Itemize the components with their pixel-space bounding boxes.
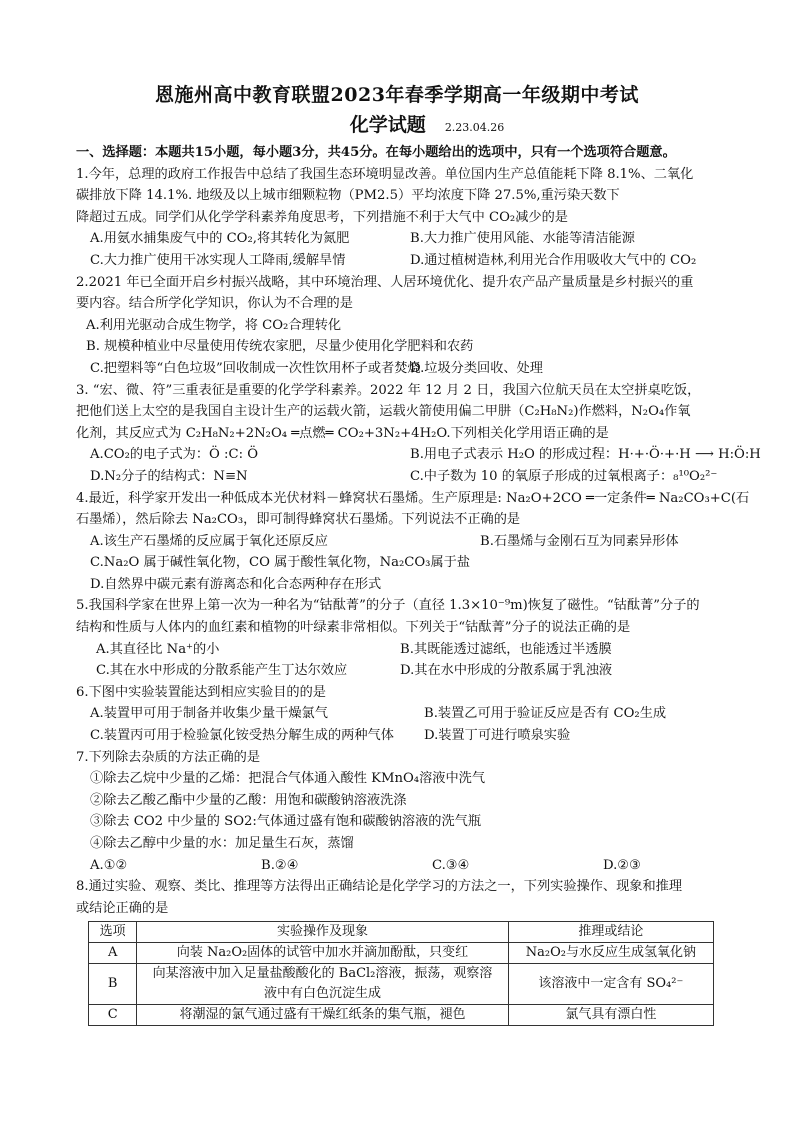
table-header-row bbox=[89, 922, 714, 943]
option-b: B.②④ bbox=[261, 857, 299, 873]
table-cell-option: B bbox=[89, 964, 137, 1005]
question-stem-line: 结构和性质与人体内的血红素和植物的叶绿素非常相似。下列关于“钴酞菁”分子的说法正确的是 bbox=[76, 620, 631, 636]
option-row bbox=[76, 660, 721, 682]
exam-content bbox=[76, 142, 761, 1026]
column-header: 实验操作及现象 bbox=[137, 922, 508, 943]
option-row bbox=[76, 725, 721, 747]
question-stem-line: 要内容。结合所学化学知识，你认为不合理的是 bbox=[76, 296, 353, 312]
cell-line: 向某溶液中加入足量盐酸酸化的 BaCl₂溶液，振荡，观察溶 bbox=[152, 966, 493, 982]
question-stem-line: 5.我国科学家在世界上第一次为一种名为“钴酞菁”的分子（直径 1.3×10⁻⁹m)恢复了磁性。“钴酞菁”分子的 bbox=[76, 598, 700, 614]
option-a: A.①② bbox=[90, 857, 128, 873]
column-header: 推理或结论 bbox=[508, 922, 713, 943]
option-d: D.通过植树造林,利用光合作用吸收大气中的 CO₂ bbox=[410, 252, 697, 268]
list-item: ①除去乙烷中少量的乙烯：把混合气体通入酸性 KMnO₄溶液中洗气 bbox=[90, 771, 486, 787]
option-row bbox=[76, 639, 721, 661]
option-b: B. 规模种植业中尽量使用传统农家肥，尽量少使用化学肥料和农药 bbox=[86, 339, 474, 355]
option-a: A.该生产石墨烯的反应属于氧化还原反应 bbox=[90, 533, 328, 549]
option-a: A.利用光驱动合成生物学，将 CO₂合理转化 bbox=[86, 317, 342, 333]
option-d: D.自然界中碳元素有游离态和化合态两种存在形式 bbox=[90, 576, 382, 592]
question-1 bbox=[76, 164, 721, 272]
option-row bbox=[76, 855, 721, 877]
option-row bbox=[76, 466, 721, 488]
table-cell-conclusion: 氯气具有漂白性 bbox=[508, 1005, 713, 1026]
section-heading: 一、选择题：本题共15小题，每小题3分，共45分。在每小题给出的选项中，只有一个选项符合题意。 bbox=[76, 145, 676, 160]
table-row bbox=[89, 943, 714, 964]
option-d: D.②③ bbox=[603, 857, 641, 873]
option-d: D.装置丁可进行喷泉实验 bbox=[424, 728, 571, 744]
question-stem-line: 7.下列除去杂质的方法正确的是 bbox=[76, 749, 261, 765]
option-row bbox=[76, 358, 721, 380]
question-stem-line: 化剂，其反应式为 C₂H₈N₂+2N₂O₄ ═点燃═ CO₂+3N₂+4H₂O.下列相关化学用语正确的是 bbox=[76, 425, 609, 441]
question-3 bbox=[76, 380, 761, 488]
list-item: ②除去乙酸乙酯中少量的乙酸：用饱和碳酸钠溶液洗涤 bbox=[90, 792, 407, 808]
option-b: B.其既能透过滤纸，也能透过半透膜 bbox=[400, 641, 612, 657]
cell-line: 液中有白色沉淀生成 bbox=[264, 986, 382, 1002]
list-item: ③除去 CO2 中少量的 SO2:气体通过盛有饱和碳酸钠溶液的洗气瓶 bbox=[90, 814, 482, 830]
table-cell-operation: 向装 Na₂O₂固体的试管中加水并滴加酚酞，只变红 bbox=[137, 943, 508, 964]
question-stem-line: 降超过五成。同学们从化学学科素养角度思考，下列措施不利于大气中 CO₂减少的是 bbox=[76, 209, 568, 225]
question-stem-line: 或结论正确的是 bbox=[76, 900, 169, 916]
question-6 bbox=[76, 682, 721, 747]
option-c: C.Na₂O 属于碱性氧化物，CO 属于酸性氧化物，Na₂CO₃属于盐 bbox=[90, 555, 471, 571]
option-b: B.石墨烯与金刚石互为同素异形体 bbox=[480, 533, 679, 549]
option-d: D.N₂分子的结构式：N≡N bbox=[90, 468, 248, 484]
subject-title: 化学试题 bbox=[349, 114, 426, 136]
table-cell-conclusion: Na₂O₂与水反应生成氢氧化钠 bbox=[508, 943, 713, 964]
exam-date: 2.23.04.26 bbox=[444, 121, 505, 134]
option-row bbox=[76, 228, 721, 250]
question-stem-line: 石墨烯），然后除去 Na₂CO₃，即可制得蜂窝状石墨烯。下列说法不正确的是 bbox=[76, 512, 521, 528]
option-c: C.装置丙可用于检验氯化铵受热分解生成的两种气体 bbox=[90, 728, 394, 744]
option-c: C.③④ bbox=[432, 857, 470, 873]
table-row bbox=[89, 964, 714, 1005]
option-b: B.装置乙可用于验证反应是否有 CO₂生成 bbox=[424, 706, 667, 722]
exam-title: 恩施州高中教育联盟2023年春季学期高一年级期中考试 bbox=[155, 84, 639, 106]
table-cell-option: A bbox=[89, 943, 137, 964]
option-a: A.其直径比 Na⁺的小 bbox=[96, 641, 220, 657]
option-d: D.其在水中形成的分散系属于乳浊液 bbox=[400, 663, 613, 679]
question-stem-line: 把他们送上太空的是我国自主设计生产的运载火箭，运载火箭使用偏二甲肼（C₂H₈N₂)作燃料，N₂O₄作氧 bbox=[76, 404, 691, 420]
list-item: ④除去乙醇中少量的水：加足量生石灰，蒸馏 bbox=[90, 836, 354, 851]
option-c: C.中子数为 10 的氧原子形成的过氧根离子：₈¹⁰O₂²⁻ bbox=[410, 468, 718, 484]
option-row bbox=[76, 703, 721, 725]
table-row bbox=[89, 1005, 714, 1026]
question-stem-line: 碳排放下降 14.1%. 地级及以上城市细颗粒物（PM2.5）平均浓度下降 27.5%,重污染天数下 bbox=[76, 188, 620, 204]
question-4 bbox=[76, 488, 750, 596]
option-row bbox=[76, 250, 721, 272]
question-2 bbox=[76, 272, 721, 380]
question-stem-line: 1.今年，总理的政府工作报告中总结了我国生态环境明显改善。单位国内生产总值能耗下降 8.1%、二氧化 bbox=[76, 166, 694, 182]
question-stem-line: 8.通过实验、观察、类比、推理等方法得出正确结论是化学学习的方法之一，下列实验操作、现象和推理 bbox=[76, 879, 683, 895]
option-a: A.装置甲可用于制备并收集少量干燥氯气 bbox=[90, 706, 328, 722]
option-c: C.把塑料等“白色垃圾”回收制成一次性饮用杯子或者焚烧 bbox=[90, 360, 421, 376]
table-cell-operation: 将潮湿的氯气通过盛有干燥红纸条的集气瓶，褪色 bbox=[137, 1005, 508, 1026]
table-cell-operation bbox=[137, 964, 508, 1005]
option-row bbox=[76, 531, 721, 553]
table-cell-option: C bbox=[89, 1005, 137, 1026]
option-c: C.大力推广使用干冰实现人工降雨,缓解旱情 bbox=[90, 252, 346, 268]
question-stem-line: 6.下图中实验装置能达到相应实验目的的是 bbox=[76, 684, 326, 700]
question-stem-line: 2.2021 年已全面开启乡村振兴战略，其中环境治理、人居环境优化、提升农产品产量质量是乡村振兴的重 bbox=[76, 274, 694, 290]
question-stem-line: 3. “宏、微、符”三重表征是重要的化学学科素养。2022 年 12 月 2 日，我国六位航天员在太空拼桌吃饭， bbox=[76, 382, 701, 398]
options-table bbox=[88, 921, 714, 1026]
option-b: B.用电子式表示 H₂O 的形成过程：H·+·Ö·+·H ⟶ H:Ö:H bbox=[410, 447, 761, 463]
option-row bbox=[76, 444, 761, 466]
question-7 bbox=[76, 747, 721, 877]
option-b: B.大力推广使用风能、水能等清洁能源 bbox=[410, 231, 635, 247]
option-c: C.其在水中形成的分散系能产生丁达尔效应 bbox=[96, 663, 348, 679]
question-8 bbox=[76, 876, 721, 1026]
option-a: A.CO₂的电子式为：Ö :C: Ö bbox=[90, 447, 259, 463]
option-d: D.垃圾分类回收、处理 bbox=[410, 360, 543, 376]
column-header: 选项 bbox=[89, 922, 137, 943]
subtitle-row bbox=[0, 110, 794, 137]
question-5 bbox=[76, 595, 721, 681]
option-a: A.用氨水捕集废气中的 CO₂,将其转化为氮肥 bbox=[90, 231, 350, 247]
question-stem-line: 4.最近，科学家开发出一种低成本光伏材料－蜂窝状石墨烯。生产原理是: Na₂O+2CO ═一定条件═ Na₂CO₃+C(石 bbox=[76, 490, 750, 506]
table-cell-conclusion: 该溶液中一定含有 SO₄²⁻ bbox=[508, 964, 713, 1005]
